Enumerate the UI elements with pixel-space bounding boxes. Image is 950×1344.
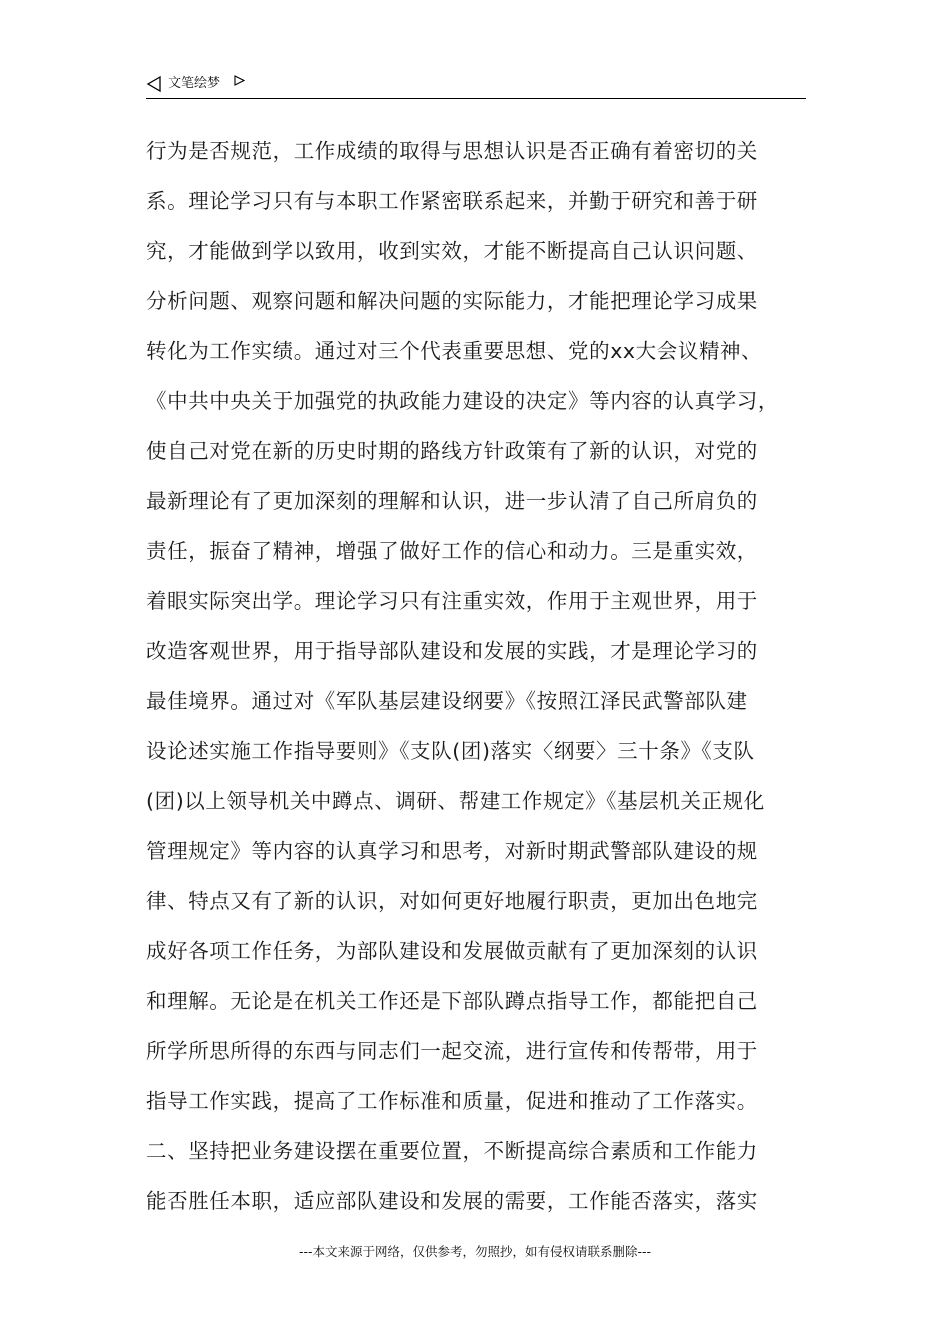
text-line: 转化为工作实绩。通过对三个代表重要思想、党的xx大会议精神、	[146, 339, 763, 363]
text-line: 设论述实施工作指导要则》《支队(团)落实〈纲要〉三十条》《支队	[146, 739, 755, 763]
text-line: 二、坚持把业务建设摆在重要位置，不断提高综合素质和工作能力	[146, 1139, 758, 1163]
page-header	[146, 72, 806, 99]
right-triangle-icon	[234, 75, 245, 86]
text-line: 行为是否规范，工作成绩的取得与思想认识是否正确有着密切的关	[146, 139, 758, 163]
left-triangle-icon	[146, 76, 162, 92]
text-line: 所学所思所得的东西与同志们一起交流，进行宣传和传帮带，用于	[146, 1039, 758, 1063]
header-title: 文笔绘梦	[168, 76, 221, 91]
text-line: 《中共中央关于加强党的执政能力建设的决定》等内容的认真学习，	[146, 389, 779, 413]
text-line: 最新理论有了更加深刻的理解和认识，进一步认清了自己所肩负的	[146, 489, 758, 513]
text-line: 系。理论学习只有与本职工作紧密联系起来，并勤于研究和善于研	[146, 189, 758, 213]
text-line: 分析问题、观察问题和解决问题的实际能力，才能把理论学习成果	[146, 289, 758, 313]
text-line: 使自己对党在新的历史时期的路线方针政策有了新的认识，对党的	[146, 439, 758, 463]
document-body	[146, 126, 810, 1226]
text-line: 最佳境界。通过对《军队基层建设纲要》《按照江泽民武警部队建	[146, 689, 748, 713]
text-line: 和理解。无论是在机关工作还是下部队蹲点指导工作，都能把自己	[146, 989, 758, 1013]
text-line: 成好各项工作任务，为部队建设和发展做贡献有了更加深刻的认识	[146, 939, 758, 963]
text-line: 指导工作实践，提高了工作标准和质量，促进和推动了工作落实。	[146, 1089, 758, 1113]
text-line: 管理规定》等内容的认真学习和思考，对新时期武警部队建设的规	[146, 839, 758, 863]
text-line: 律、特点又有了新的认识，对如何更好地履行职责，更加出色地完	[146, 889, 758, 913]
text-line: 责任，振奋了精神，增强了做好工作的信心和动力。三是重实效，	[146, 539, 758, 563]
page-footer-disclaimer: ---本文来源于网络，仅供参考，勿照抄，如有侵权请联系删除---	[298, 1244, 652, 1259]
text-line: (团)以上领导机关中蹲点、调研、帮建工作规定》《基层机关正规化	[146, 789, 765, 813]
text-line: 改造客观世界，用于指导部队建设和发展的实践，才是理论学习的	[146, 639, 758, 663]
text-line: 能否胜任本职，适应部队建设和发展的需要，工作能否落实，落实	[146, 1189, 758, 1213]
text-line: 着眼实际突出学。理论学习只有注重实效，作用于主观世界，用于	[146, 589, 758, 613]
text-line: 究，才能做到学以致用，收到实效，才能不断提高自己认识问题、	[146, 239, 758, 263]
